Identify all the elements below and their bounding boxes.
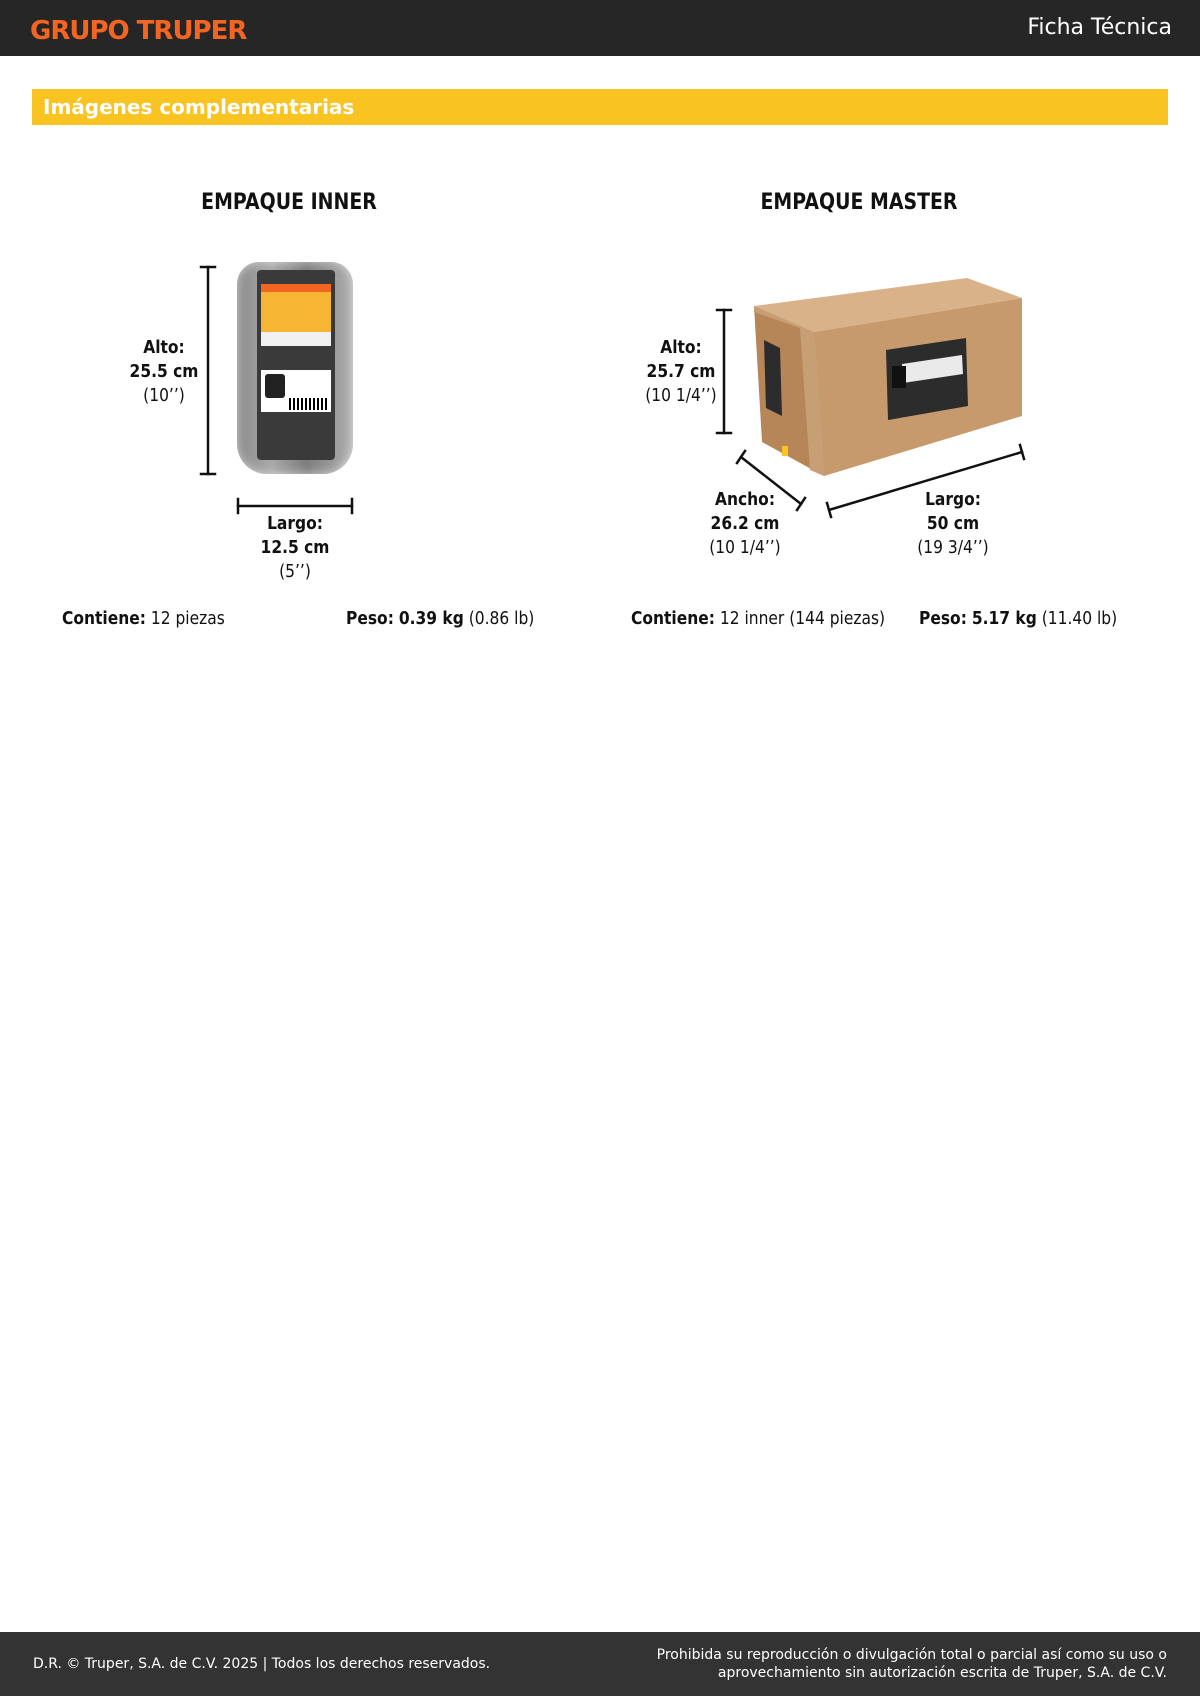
master-box-image <box>752 276 1024 478</box>
master-contents: Contiene: 12 inner (144 piezas) <box>631 608 886 629</box>
inner-package-heading: EMPAQUE INNER <box>201 190 377 215</box>
master-height-label: Alto: 25.7 cm (10 1/4’’) <box>645 337 717 406</box>
master-length-label: Largo: 50 cm (19 3/4’’) <box>917 489 989 558</box>
inner-contents: Contiene: 12 piezas <box>62 608 225 629</box>
inner-package-image <box>237 262 353 474</box>
footer-legal-notice: Prohibida su reproducción o divulgación total o parcial así como su uso o aprovechamiento sin autorización escrita de Truper, S.A. de C.V. <box>656 1647 1167 1681</box>
section-title: Imágenes complementarias <box>43 95 355 119</box>
glove-icon <box>265 374 285 398</box>
inner-length-label: Largo: 12.5 cm (5’’) <box>260 513 330 582</box>
footer-copyright: D.R. © Truper, S.A. de C.V. 2025 | Todos los derechos reservados. <box>33 1656 491 1672</box>
barcode-icon <box>289 398 327 410</box>
inner-height-label: Alto: 25.5 cm (10’’) <box>129 337 199 406</box>
footer-bar <box>0 1632 1200 1696</box>
master-width-label: Ancho: 26.2 cm (10 1/4’’) <box>709 489 781 558</box>
master-weight: Peso: 5.17 kg (11.40 lb) <box>919 608 1118 629</box>
master-package-heading: EMPAQUE MASTER <box>760 190 958 215</box>
inner-weight: Peso: 0.39 kg (0.86 lb) <box>346 608 535 629</box>
truper-logo: GRUPO TRUPER <box>30 16 247 46</box>
document-type-title: Ficha Técnica <box>1027 15 1172 40</box>
